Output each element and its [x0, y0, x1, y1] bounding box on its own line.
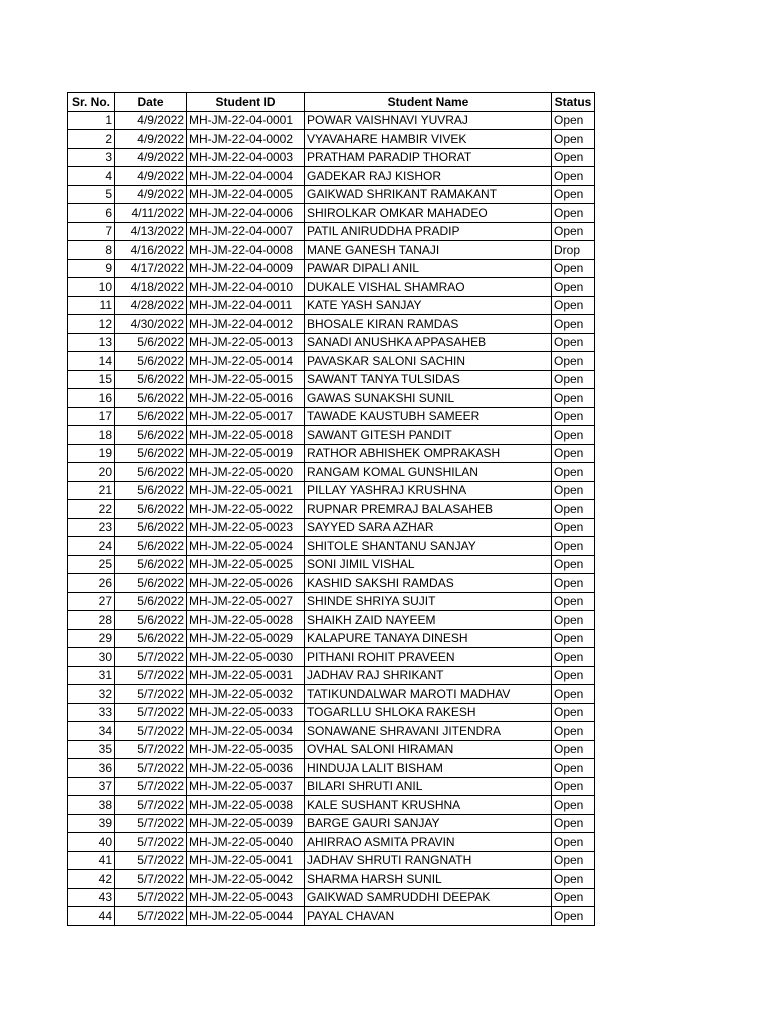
cell-status: Open — [552, 167, 595, 186]
cell-date: 5/7/2022 — [115, 777, 187, 796]
table-row — [68, 259, 595, 278]
cell-student-name: AHIRRAO ASMITA PRAVIN — [305, 833, 552, 852]
cell-date: 5/7/2022 — [115, 814, 187, 833]
cell-sr-no: 32 — [68, 685, 115, 704]
cell-date: 4/11/2022 — [115, 204, 187, 223]
cell-student-name: RATHOR ABHISHEK OMPRAKASH — [305, 444, 552, 463]
cell-student-id: MH-JM-22-04-0009 — [187, 259, 305, 278]
cell-student-id: MH-JM-22-05-0036 — [187, 759, 305, 778]
cell-date: 5/6/2022 — [115, 592, 187, 611]
cell-date: 5/6/2022 — [115, 500, 187, 519]
cell-status: Open — [552, 851, 595, 870]
cell-status: Open — [552, 500, 595, 519]
cell-sr-no: 43 — [68, 888, 115, 907]
cell-sr-no: 3 — [68, 148, 115, 167]
table-row — [68, 204, 595, 223]
cell-sr-no: 15 — [68, 370, 115, 389]
cell-student-id: MH-JM-22-05-0030 — [187, 648, 305, 667]
cell-status: Open — [552, 759, 595, 778]
cell-student-name: BHOSALE KIRAN RAMDAS — [305, 315, 552, 334]
cell-date: 5/6/2022 — [115, 407, 187, 426]
cell-student-name: KATE YASH SANJAY — [305, 296, 552, 315]
cell-status: Open — [552, 814, 595, 833]
cell-student-id: MH-JM-22-05-0023 — [187, 518, 305, 537]
cell-student-name: GAIKWAD SAMRUDDHI DEEPAK — [305, 888, 552, 907]
cell-date: 4/16/2022 — [115, 241, 187, 260]
cell-date: 4/9/2022 — [115, 185, 187, 204]
cell-student-id: MH-JM-22-04-0005 — [187, 185, 305, 204]
cell-status: Open — [552, 703, 595, 722]
cell-student-id: MH-JM-22-05-0042 — [187, 870, 305, 889]
table-row — [68, 759, 595, 778]
cell-status: Open — [552, 296, 595, 315]
cell-student-name: BILARI SHRUTI ANIL — [305, 777, 552, 796]
cell-status: Open — [552, 278, 595, 297]
cell-status: Open — [552, 611, 595, 630]
cell-status: Open — [552, 555, 595, 574]
cell-sr-no: 21 — [68, 481, 115, 500]
table-row — [68, 574, 595, 593]
table-row — [68, 222, 595, 241]
cell-student-id: MH-JM-22-05-0041 — [187, 851, 305, 870]
cell-student-name: GAWAS SUNAKSHI SUNIL — [305, 389, 552, 408]
table-row — [68, 537, 595, 556]
table-row — [68, 389, 595, 408]
cell-sr-no: 17 — [68, 407, 115, 426]
cell-sr-no: 22 — [68, 500, 115, 519]
cell-date: 5/7/2022 — [115, 648, 187, 667]
cell-student-id: MH-JM-22-05-0037 — [187, 777, 305, 796]
table-row — [68, 851, 595, 870]
cell-sr-no: 38 — [68, 796, 115, 815]
cell-date: 5/6/2022 — [115, 555, 187, 574]
cell-status: Open — [552, 777, 595, 796]
cell-date: 5/6/2022 — [115, 629, 187, 648]
cell-student-id: MH-JM-22-05-0020 — [187, 463, 305, 482]
cell-student-id: MH-JM-22-05-0014 — [187, 352, 305, 371]
cell-student-name: SHARMA HARSH SUNIL — [305, 870, 552, 889]
table-row — [68, 555, 595, 574]
cell-date: 4/9/2022 — [115, 130, 187, 149]
cell-status: Open — [552, 259, 595, 278]
table-body — [68, 111, 595, 925]
table-row — [68, 352, 595, 371]
cell-date: 4/18/2022 — [115, 278, 187, 297]
cell-status: Open — [552, 870, 595, 889]
cell-status: Open — [552, 685, 595, 704]
cell-status: Open — [552, 148, 595, 167]
cell-date: 4/30/2022 — [115, 315, 187, 334]
cell-date: 5/6/2022 — [115, 463, 187, 482]
cell-status: Open — [552, 185, 595, 204]
cell-date: 4/13/2022 — [115, 222, 187, 241]
cell-student-name: GADEKAR RAJ KISHOR — [305, 167, 552, 186]
cell-status: Open — [552, 407, 595, 426]
cell-student-name: RANGAM KOMAL GUNSHILAN — [305, 463, 552, 482]
table-row — [68, 167, 595, 186]
cell-sr-no: 4 — [68, 167, 115, 186]
cell-status: Open — [552, 333, 595, 352]
cell-date: 5/7/2022 — [115, 759, 187, 778]
cell-student-name: SAYYED SARA AZHAR — [305, 518, 552, 537]
cell-date: 4/28/2022 — [115, 296, 187, 315]
table-row — [68, 500, 595, 519]
cell-date: 5/7/2022 — [115, 703, 187, 722]
cell-sr-no: 37 — [68, 777, 115, 796]
cell-date: 5/7/2022 — [115, 851, 187, 870]
table-row — [68, 703, 595, 722]
cell-student-name: PRATHAM PARADIP THORAT — [305, 148, 552, 167]
cell-sr-no: 39 — [68, 814, 115, 833]
table-row — [68, 296, 595, 315]
table-row — [68, 463, 595, 482]
table-row — [68, 278, 595, 297]
cell-student-id: MH-JM-22-05-0039 — [187, 814, 305, 833]
table-row — [68, 796, 595, 815]
cell-student-name: SHAIKH ZAID NAYEEM — [305, 611, 552, 630]
cell-date: 5/7/2022 — [115, 907, 187, 926]
cell-student-id: MH-JM-22-05-0031 — [187, 666, 305, 685]
table-row — [68, 740, 595, 759]
cell-status: Open — [552, 444, 595, 463]
table-row — [68, 870, 595, 889]
cell-student-id: MH-JM-22-05-0033 — [187, 703, 305, 722]
cell-sr-no: 2 — [68, 130, 115, 149]
cell-student-name: TATIKUNDALWAR MAROTI MADHAV — [305, 685, 552, 704]
cell-student-id: MH-JM-22-05-0015 — [187, 370, 305, 389]
table-row — [68, 629, 595, 648]
cell-student-name: TAWADE KAUSTUBH SAMEER — [305, 407, 552, 426]
table-row — [68, 130, 595, 149]
cell-date: 5/7/2022 — [115, 722, 187, 741]
table-row — [68, 407, 595, 426]
cell-sr-no: 16 — [68, 389, 115, 408]
cell-student-id: MH-JM-22-05-0013 — [187, 333, 305, 352]
table-row — [68, 648, 595, 667]
cell-date: 5/7/2022 — [115, 740, 187, 759]
cell-student-name: GAIKWAD SHRIKANT RAMAKANT — [305, 185, 552, 204]
table-row — [68, 907, 595, 926]
cell-status: Open — [552, 907, 595, 926]
table-row — [68, 148, 595, 167]
cell-student-name: KALE SUSHANT KRUSHNA — [305, 796, 552, 815]
cell-student-name: PAYAL CHAVAN — [305, 907, 552, 926]
cell-student-id: MH-JM-22-05-0019 — [187, 444, 305, 463]
cell-sr-no: 34 — [68, 722, 115, 741]
cell-student-name: KASHID SAKSHI RAMDAS — [305, 574, 552, 593]
table-row — [68, 426, 595, 445]
cell-student-id: MH-JM-22-05-0017 — [187, 407, 305, 426]
cell-sr-no: 12 — [68, 315, 115, 334]
cell-student-id: MH-JM-22-05-0028 — [187, 611, 305, 630]
cell-student-name: TOGARLLU SHLOKA RAKESH — [305, 703, 552, 722]
student-table — [67, 92, 595, 926]
cell-date: 5/6/2022 — [115, 481, 187, 500]
cell-status: Open — [552, 518, 595, 537]
header-student-id: Student ID — [187, 93, 305, 112]
cell-status: Open — [552, 111, 595, 130]
cell-student-name: SANADI ANUSHKA APPASAHEB — [305, 333, 552, 352]
cell-student-name: JADHAV RAJ SHRIKANT — [305, 666, 552, 685]
cell-student-id: MH-JM-22-05-0029 — [187, 629, 305, 648]
cell-sr-no: 24 — [68, 537, 115, 556]
cell-date: 4/17/2022 — [115, 259, 187, 278]
cell-sr-no: 6 — [68, 204, 115, 223]
table-row — [68, 592, 595, 611]
header-date: Date — [115, 93, 187, 112]
cell-status: Open — [552, 537, 595, 556]
cell-student-name: PATIL ANIRUDDHA PRADIP — [305, 222, 552, 241]
cell-date: 4/9/2022 — [115, 167, 187, 186]
cell-status: Open — [552, 204, 595, 223]
cell-student-name: HINDUJA LALIT BISHAM — [305, 759, 552, 778]
cell-sr-no: 36 — [68, 759, 115, 778]
cell-student-name: MANE GANESH TANAJI — [305, 241, 552, 260]
cell-sr-no: 28 — [68, 611, 115, 630]
cell-status: Open — [552, 222, 595, 241]
cell-date: 5/6/2022 — [115, 444, 187, 463]
cell-date: 5/7/2022 — [115, 666, 187, 685]
cell-student-name: BARGE GAURI SANJAY — [305, 814, 552, 833]
cell-sr-no: 40 — [68, 833, 115, 852]
table-row — [68, 370, 595, 389]
cell-student-id: MH-JM-22-05-0022 — [187, 500, 305, 519]
cell-date: 5/7/2022 — [115, 833, 187, 852]
cell-date: 4/9/2022 — [115, 148, 187, 167]
table-row — [68, 666, 595, 685]
cell-sr-no: 20 — [68, 463, 115, 482]
header-status: Status — [552, 93, 595, 112]
cell-student-name: SHITOLE SHANTANU SANJAY — [305, 537, 552, 556]
cell-student-name: PAWAR DIPALI ANIL — [305, 259, 552, 278]
cell-date: 5/6/2022 — [115, 352, 187, 371]
cell-sr-no: 44 — [68, 907, 115, 926]
cell-sr-no: 10 — [68, 278, 115, 297]
cell-date: 5/6/2022 — [115, 611, 187, 630]
cell-status: Open — [552, 315, 595, 334]
cell-student-name: SONAWANE SHRAVANI JITENDRA — [305, 722, 552, 741]
cell-sr-no: 11 — [68, 296, 115, 315]
cell-sr-no: 19 — [68, 444, 115, 463]
cell-date: 5/6/2022 — [115, 518, 187, 537]
cell-student-name: SAWANT TANYA TULSIDAS — [305, 370, 552, 389]
cell-status: Open — [552, 796, 595, 815]
cell-student-name: PILLAY YASHRAJ KRUSHNA — [305, 481, 552, 500]
cell-date: 5/6/2022 — [115, 333, 187, 352]
cell-student-id: MH-JM-22-05-0024 — [187, 537, 305, 556]
cell-sr-no: 9 — [68, 259, 115, 278]
table-row — [68, 481, 595, 500]
cell-date: 5/6/2022 — [115, 389, 187, 408]
cell-status: Open — [552, 666, 595, 685]
cell-student-id: MH-JM-22-05-0032 — [187, 685, 305, 704]
table-row — [68, 685, 595, 704]
cell-student-id: MH-JM-22-05-0043 — [187, 888, 305, 907]
cell-student-id: MH-JM-22-05-0034 — [187, 722, 305, 741]
cell-student-id: MH-JM-22-05-0018 — [187, 426, 305, 445]
cell-sr-no: 5 — [68, 185, 115, 204]
cell-date: 5/6/2022 — [115, 426, 187, 445]
cell-date: 5/7/2022 — [115, 685, 187, 704]
cell-student-id: MH-JM-22-04-0012 — [187, 315, 305, 334]
table-row — [68, 185, 595, 204]
cell-status: Drop — [552, 241, 595, 260]
cell-student-name: DUKALE VISHAL SHAMRAO — [305, 278, 552, 297]
cell-status: Open — [552, 352, 595, 371]
table-row — [68, 333, 595, 352]
cell-date: 5/7/2022 — [115, 870, 187, 889]
cell-status: Open — [552, 481, 595, 500]
cell-sr-no: 1 — [68, 111, 115, 130]
cell-sr-no: 26 — [68, 574, 115, 593]
cell-student-id: MH-JM-22-04-0003 — [187, 148, 305, 167]
cell-status: Open — [552, 592, 595, 611]
cell-sr-no: 13 — [68, 333, 115, 352]
cell-sr-no: 33 — [68, 703, 115, 722]
cell-student-name: KALAPURE TANAYA DINESH — [305, 629, 552, 648]
cell-date: 5/6/2022 — [115, 370, 187, 389]
cell-student-id: MH-JM-22-05-0026 — [187, 574, 305, 593]
cell-status: Open — [552, 648, 595, 667]
cell-student-name: SHINDE SHRIYA SUJIT — [305, 592, 552, 611]
cell-date: 4/9/2022 — [115, 111, 187, 130]
cell-sr-no: 23 — [68, 518, 115, 537]
cell-student-id: MH-JM-22-04-0011 — [187, 296, 305, 315]
cell-student-id: MH-JM-22-04-0001 — [187, 111, 305, 130]
cell-date: 5/6/2022 — [115, 574, 187, 593]
cell-student-id: MH-JM-22-04-0010 — [187, 278, 305, 297]
cell-student-id: MH-JM-22-05-0035 — [187, 740, 305, 759]
cell-sr-no: 7 — [68, 222, 115, 241]
cell-status: Open — [552, 426, 595, 445]
cell-student-name: RUPNAR PREMRAJ BALASAHEB — [305, 500, 552, 519]
cell-date: 5/7/2022 — [115, 796, 187, 815]
cell-status: Open — [552, 574, 595, 593]
cell-student-id: MH-JM-22-04-0006 — [187, 204, 305, 223]
cell-status: Open — [552, 130, 595, 149]
cell-student-id: MH-JM-22-05-0021 — [187, 481, 305, 500]
cell-sr-no: 35 — [68, 740, 115, 759]
cell-student-id: MH-JM-22-05-0040 — [187, 833, 305, 852]
cell-status: Open — [552, 888, 595, 907]
table-row — [68, 241, 595, 260]
cell-status: Open — [552, 833, 595, 852]
table-header — [68, 93, 595, 112]
cell-sr-no: 14 — [68, 352, 115, 371]
cell-student-id: MH-JM-22-04-0007 — [187, 222, 305, 241]
cell-status: Open — [552, 370, 595, 389]
cell-student-id: MH-JM-22-04-0008 — [187, 241, 305, 260]
table-row — [68, 888, 595, 907]
cell-student-id: MH-JM-22-05-0044 — [187, 907, 305, 926]
table-row — [68, 611, 595, 630]
cell-student-name: OVHAL SALONI HIRAMAN — [305, 740, 552, 759]
cell-student-id: MH-JM-22-05-0038 — [187, 796, 305, 815]
cell-sr-no: 31 — [68, 666, 115, 685]
header-student-name: Student Name — [305, 93, 552, 112]
cell-sr-no: 18 — [68, 426, 115, 445]
table-row — [68, 315, 595, 334]
cell-student-id: MH-JM-22-04-0002 — [187, 130, 305, 149]
cell-student-name: JADHAV SHRUTI RANGNATH — [305, 851, 552, 870]
cell-student-id: MH-JM-22-05-0025 — [187, 555, 305, 574]
table-row — [68, 814, 595, 833]
cell-sr-no: 42 — [68, 870, 115, 889]
cell-status: Open — [552, 740, 595, 759]
cell-sr-no: 25 — [68, 555, 115, 574]
cell-status: Open — [552, 463, 595, 482]
cell-status: Open — [552, 722, 595, 741]
table-row — [68, 111, 595, 130]
cell-sr-no: 41 — [68, 851, 115, 870]
cell-student-name: PAVASKAR SALONI SACHIN — [305, 352, 552, 371]
table-row — [68, 833, 595, 852]
cell-student-name: SAWANT GITESH PANDIT — [305, 426, 552, 445]
cell-date: 5/7/2022 — [115, 888, 187, 907]
cell-student-name: SHIROLKAR OMKAR MAHADEO — [305, 204, 552, 223]
cell-date: 5/6/2022 — [115, 537, 187, 556]
cell-student-id: MH-JM-22-05-0016 — [187, 389, 305, 408]
cell-student-id: MH-JM-22-04-0004 — [187, 167, 305, 186]
cell-student-name: PITHANI ROHIT PRAVEEN — [305, 648, 552, 667]
cell-student-name: POWAR VAISHNAVI YUVRAJ — [305, 111, 552, 130]
cell-sr-no: 27 — [68, 592, 115, 611]
cell-sr-no: 8 — [68, 241, 115, 260]
cell-status: Open — [552, 389, 595, 408]
table-row — [68, 444, 595, 463]
table-row — [68, 518, 595, 537]
cell-student-name: SONI JIMIL VISHAL — [305, 555, 552, 574]
cell-student-name: VYAVAHARE HAMBIR VIVEK — [305, 130, 552, 149]
table-row — [68, 722, 595, 741]
cell-student-id: MH-JM-22-05-0027 — [187, 592, 305, 611]
table-row — [68, 777, 595, 796]
cell-sr-no: 29 — [68, 629, 115, 648]
cell-status: Open — [552, 629, 595, 648]
cell-sr-no: 30 — [68, 648, 115, 667]
header-sr-no: Sr. No. — [68, 93, 115, 112]
header-row — [68, 93, 595, 112]
